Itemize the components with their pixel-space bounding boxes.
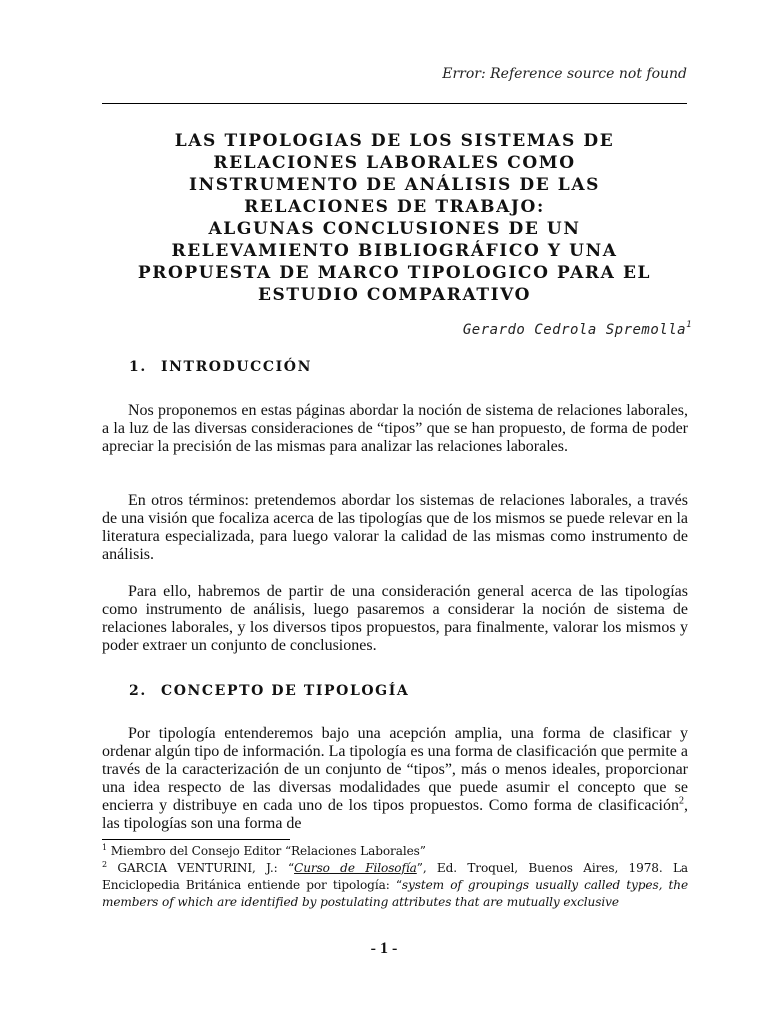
footnote-text: GARCIA VENTURINI, J.: “: [107, 861, 295, 875]
footnote-number: 1: [102, 842, 107, 852]
section-heading-introduccion: [129, 359, 312, 375]
title-line: INSTRUMENTO DE ANÁLISIS DE LAS: [189, 175, 600, 195]
footnote-1: [102, 843, 688, 860]
author-footnote-ref[interactable]: 1: [686, 320, 692, 330]
section-title: INTRODUCCIÓN: [161, 359, 312, 375]
paragraph: Para ello, habremos de partir de una consideración general acerca de las tipologías como instrumento de análisis, luego pasaremos a considerar la noción de sistema de relaciones laborales, y los diversos tipos propuestos, para finalmente, valorar los mismos y poder extraer un conjunto de conclusiones.: [102, 583, 688, 654]
title-line: PROPUESTA DE MARCO TIPOLOGICO PARA EL: [137, 263, 652, 283]
document-title: [102, 130, 687, 306]
footnote-separator: [102, 839, 290, 840]
running-header: Error: Reference source not found: [442, 66, 687, 82]
footnotes: [102, 843, 688, 911]
page-number: - 1 -: [370, 940, 398, 957]
title-line: ESTUDIO COMPARATIVO: [257, 285, 532, 305]
footnote-ref[interactable]: 2: [679, 795, 684, 807]
footnote-text: ”, Ed. Troquel, Buenos Aires, 1978. La Enciclopedia Británica entiende por tipología: “: [102, 861, 688, 892]
title-line: ALGUNAS CONCLUSIONES DE UN: [208, 219, 581, 239]
title-line: RELACIONES LABORALES COMO: [213, 153, 576, 173]
footnote-2: [102, 860, 688, 911]
footnote-text: Miembro del Consejo Editor “Relaciones Laborales”: [107, 844, 426, 858]
paragraph: [102, 725, 688, 833]
footnote-quote: system of groupings usually called types, the members of which are identified by postulating attributes that are mutually exclusive: [102, 878, 688, 909]
paragraph-text: Por tipología entenderemos bajo una acepción amplia, una forma de clasificar y ordenar algún tipo de información. La tipología es una forma de clasificación que permite a través de la caracterización de un conjunto de “tipos”, más o menos ideales, proporcionar una idea respecto de las diversas modalidades que puede asumir el concepto que se encierra y distribuye en cada uno de los tipos propuestos. Como forma de clasificación: [102, 725, 688, 814]
footnote-number: 2: [102, 859, 107, 869]
section-title: CONCEPTO DE TIPOLOGÍA: [161, 683, 410, 699]
author-line: [102, 322, 692, 338]
section-number: 1.: [129, 359, 147, 375]
title-line: LAS TIPOLOGIAS DE LOS SISTEMAS DE: [174, 131, 615, 151]
footnote-cited-title: Curso de Filosofía: [294, 861, 417, 875]
title-line: RELEVAMIENTO BIBLIOGRÁFICO Y UNA: [171, 241, 618, 261]
author-name: Gerardo Cedrola Spremolla: [462, 322, 687, 338]
paragraph-text: , las tipologías son una forma de: [102, 797, 688, 832]
paragraph: En otros términos: pretendemos abordar los sistemas de relaciones laborales, a través de una visión que focaliza acerca de las tipologías que de los mismos se puede relevar en la literatura especializada, para luego valorar la calidad de las mismas como instrumento de análisis.: [102, 492, 688, 563]
paragraph: Nos proponemos en estas páginas abordar la noción de sistema de relaciones laborales, a la luz de las diversas consideraciones de “tipos” que se han propuesto, de forma de poder apreciar la precisión de las mismas para analizar las relaciones laborales.: [102, 402, 688, 455]
section-heading-concepto-de-tipologia: [129, 683, 409, 699]
title-line: RELACIONES DE TRABAJO:: [244, 197, 545, 217]
header-rule: [102, 103, 687, 104]
section-number: 2.: [129, 683, 147, 699]
